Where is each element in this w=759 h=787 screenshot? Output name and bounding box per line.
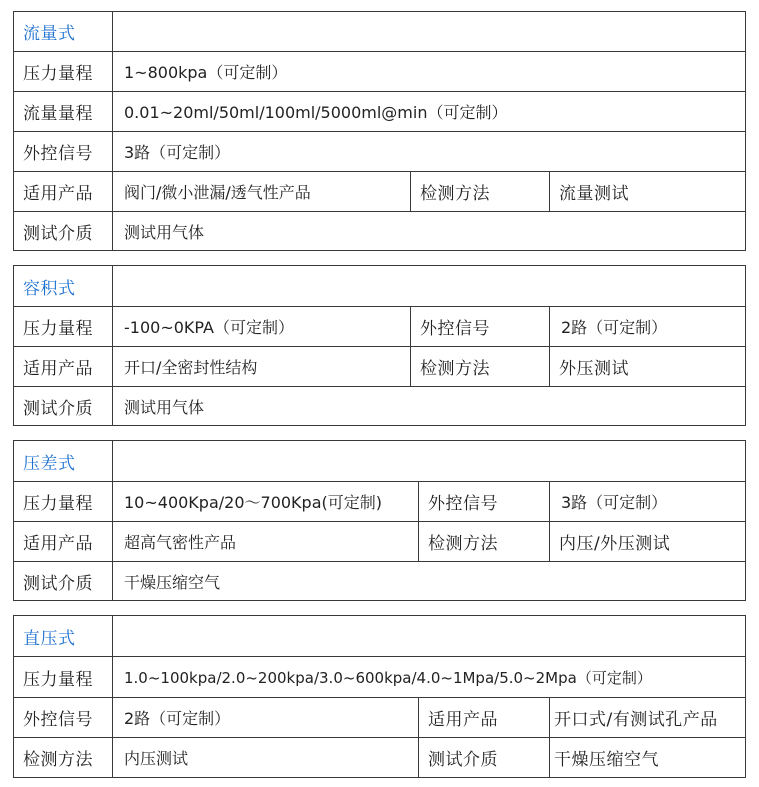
row-value-2: 流量测试 bbox=[549, 172, 745, 211]
row-value-2: 外压测试 bbox=[549, 347, 745, 386]
table-row bbox=[14, 211, 745, 250]
row-label-2: 测试介质 bbox=[418, 738, 549, 777]
table-row bbox=[14, 697, 745, 737]
section-gap bbox=[13, 601, 746, 615]
section-title: 流量式 bbox=[23, 24, 76, 44]
row-value: 10~400Kpa/20～700Kpa(可定制) bbox=[112, 482, 418, 521]
section-title-row bbox=[14, 266, 745, 306]
row-label: 检测方法 bbox=[23, 750, 93, 770]
table-row bbox=[14, 131, 745, 171]
section-gap bbox=[13, 426, 746, 440]
table-row bbox=[14, 561, 745, 600]
section-title-row bbox=[14, 441, 745, 481]
row-value: 0.01~20ml/50ml/100ml/5000ml@min（可定制） bbox=[112, 92, 745, 131]
row-value-2: 2路（可定制） bbox=[549, 307, 745, 346]
row-label: 测试介质 bbox=[23, 573, 93, 594]
row-value: 超高气密性产品 bbox=[112, 522, 418, 561]
row-label-2: 外控信号 bbox=[418, 482, 549, 521]
table-row bbox=[14, 521, 745, 561]
row-value: -100~0KPA（可定制） bbox=[112, 307, 410, 346]
row-label: 压力量程 bbox=[23, 64, 93, 84]
empty-cell bbox=[112, 12, 745, 51]
empty-cell bbox=[112, 616, 745, 656]
table-row bbox=[14, 737, 745, 777]
row-value: 3路（可定制） bbox=[112, 132, 745, 171]
empty-cell bbox=[112, 266, 745, 306]
row-label: 适用产品 bbox=[23, 359, 93, 379]
row-label: 外控信号 bbox=[23, 710, 93, 730]
section-gap bbox=[13, 251, 746, 265]
table-row bbox=[14, 171, 745, 211]
row-value: 测试用气体 bbox=[112, 212, 745, 250]
spec-table bbox=[13, 11, 746, 778]
section-title: 压差式 bbox=[23, 453, 76, 474]
section-title: 直压式 bbox=[23, 628, 76, 649]
row-label: 适用产品 bbox=[23, 184, 93, 204]
row-label-2: 外控信号 bbox=[410, 307, 549, 346]
row-label: 外控信号 bbox=[23, 144, 93, 164]
row-value: 干燥压缩空气 bbox=[112, 562, 745, 600]
section-title-row bbox=[14, 616, 745, 656]
section-flow bbox=[13, 11, 746, 251]
row-value-2: 干燥压缩空气 bbox=[549, 738, 745, 777]
row-value: 开口/全密封性结构 bbox=[112, 347, 410, 386]
row-label-2: 适用产品 bbox=[418, 698, 549, 737]
table-row bbox=[14, 656, 745, 697]
section-volume bbox=[13, 265, 746, 426]
table-row bbox=[14, 91, 745, 131]
empty-cell bbox=[112, 441, 745, 481]
row-label: 压力量程 bbox=[23, 319, 93, 339]
row-value: 内压测试 bbox=[112, 738, 418, 777]
row-label: 测试介质 bbox=[23, 398, 93, 419]
table-row bbox=[14, 306, 745, 346]
table-row bbox=[14, 346, 745, 386]
row-value-2: 内压/外压测试 bbox=[549, 522, 745, 561]
row-label: 适用产品 bbox=[23, 534, 93, 554]
table-row bbox=[14, 386, 745, 425]
section-title: 容积式 bbox=[23, 278, 76, 299]
section-title-row bbox=[14, 12, 745, 51]
row-value: 阀门/微小泄漏/透气性产品 bbox=[112, 172, 410, 211]
row-label: 测试介质 bbox=[23, 223, 93, 244]
table-row bbox=[14, 51, 745, 91]
row-value: 测试用气体 bbox=[112, 387, 745, 425]
row-value: 1~800kpa（可定制） bbox=[112, 52, 745, 91]
row-label: 压力量程 bbox=[23, 669, 93, 690]
row-label-2: 检测方法 bbox=[410, 347, 549, 386]
row-label: 流量量程 bbox=[23, 104, 93, 124]
section-direct-pressure bbox=[13, 615, 746, 778]
row-value-2: 3路（可定制） bbox=[549, 482, 745, 521]
section-differential bbox=[13, 440, 746, 601]
row-value: 1.0~100kpa/2.0~200kpa/3.0~600kpa/4.0~1Mpa/5.0~2Mpa（可定制） bbox=[112, 657, 745, 697]
row-label-2: 检测方法 bbox=[410, 172, 549, 211]
table-row bbox=[14, 481, 745, 521]
row-value-2: 开口式/有测试孔产品 bbox=[549, 698, 745, 737]
row-label-2: 检测方法 bbox=[418, 522, 549, 561]
row-value: 2路（可定制） bbox=[112, 698, 418, 737]
row-label: 压力量程 bbox=[23, 494, 93, 514]
